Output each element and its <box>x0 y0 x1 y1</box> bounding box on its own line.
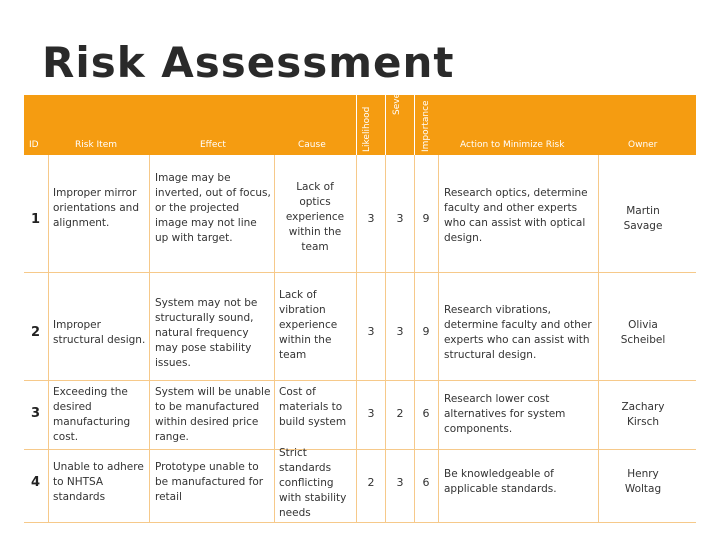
effect-cell: System may not be structurally sound, natural frequency may pose stability issues. <box>155 297 258 369</box>
row-id: 1 <box>31 212 41 227</box>
likelihood-cell: 3 <box>367 407 375 420</box>
row-id: 2 <box>31 325 41 340</box>
action-cell: Be knowledgeable of applicable standards. <box>444 468 557 495</box>
header-likelihood: Likelihood <box>362 106 372 152</box>
owner-cell: Henry Woltag <box>624 468 662 495</box>
row-id: 3 <box>31 406 41 421</box>
severity-cell: 3 <box>396 476 404 489</box>
grid-line <box>598 155 599 523</box>
header-cause: Cause <box>298 140 326 150</box>
severity-cell: 3 <box>396 325 404 338</box>
grid-line <box>48 155 49 523</box>
risk-item-cell: Exceeding the desired manufacturing cost. <box>53 386 131 443</box>
effect-cell: Prototype unable to be manufactured for retail <box>155 461 264 503</box>
grid-line <box>149 155 150 523</box>
grid-line <box>24 272 696 273</box>
risk-item-cell: Improper structural design. <box>53 319 146 346</box>
grid-line <box>24 522 696 523</box>
likelihood-cell: 3 <box>367 325 375 338</box>
likelihood-cell: 3 <box>367 212 375 225</box>
header-importance: Importance <box>421 100 431 152</box>
page-title: Risk Assessment <box>42 38 455 87</box>
header-id: ID <box>29 140 39 150</box>
effect-cell: System will be unable to be manufactured within desired price range. <box>155 386 271 443</box>
header-risk-item: Risk Item <box>75 140 118 150</box>
row-id: 4 <box>31 475 41 490</box>
owner-cell: Olivia Scheibel <box>620 319 666 346</box>
grid-line <box>274 155 275 523</box>
header-action: Action to Minimize Risk <box>460 140 565 150</box>
action-cell: Research vibrations, determine faculty and other experts who can assist with structural design. <box>444 304 592 361</box>
likelihood-cell: 2 <box>367 476 375 489</box>
grid-line <box>24 380 696 381</box>
severity-cell: 2 <box>396 407 404 420</box>
header-owner: Owner <box>628 140 658 150</box>
table-header <box>24 95 696 155</box>
grid-line <box>385 155 386 523</box>
owner-cell: Martin Savage <box>623 205 663 232</box>
cause-cell: Strict standards conflicting with stability needs <box>279 447 347 519</box>
cause-cell: Cost of materials to build system <box>279 386 347 428</box>
header-effect: Effect <box>200 140 226 150</box>
action-cell: Research optics, determine faculty and other experts who can assist with optical design. <box>444 187 588 244</box>
cause-cell: Lack of vibration experience within the team <box>279 289 338 361</box>
risk-item-cell: Improper mirror orientations and alignment. <box>53 187 139 229</box>
grid-line <box>414 155 415 523</box>
cause-cell: Lack of optics experience within the team <box>285 181 345 253</box>
importance-cell: 9 <box>422 212 430 225</box>
owner-cell: Zachary Kirsch <box>621 401 665 428</box>
grid-line <box>24 449 696 450</box>
effect-cell: Image may be inverted, out of focus, or the projected image may not line up with target. <box>155 172 271 244</box>
grid-line <box>438 155 439 523</box>
grid-line <box>356 155 357 523</box>
severity-cell: 3 <box>396 212 404 225</box>
importance-cell: 6 <box>422 407 430 420</box>
importance-cell: 6 <box>422 476 430 489</box>
risk-item-cell: Unable to adhere to NHTSA standards <box>53 461 144 503</box>
importance-cell: 9 <box>422 325 430 338</box>
action-cell: Research lower cost alternatives for system components. <box>444 393 566 435</box>
header-severity: Severity <box>392 77 402 115</box>
